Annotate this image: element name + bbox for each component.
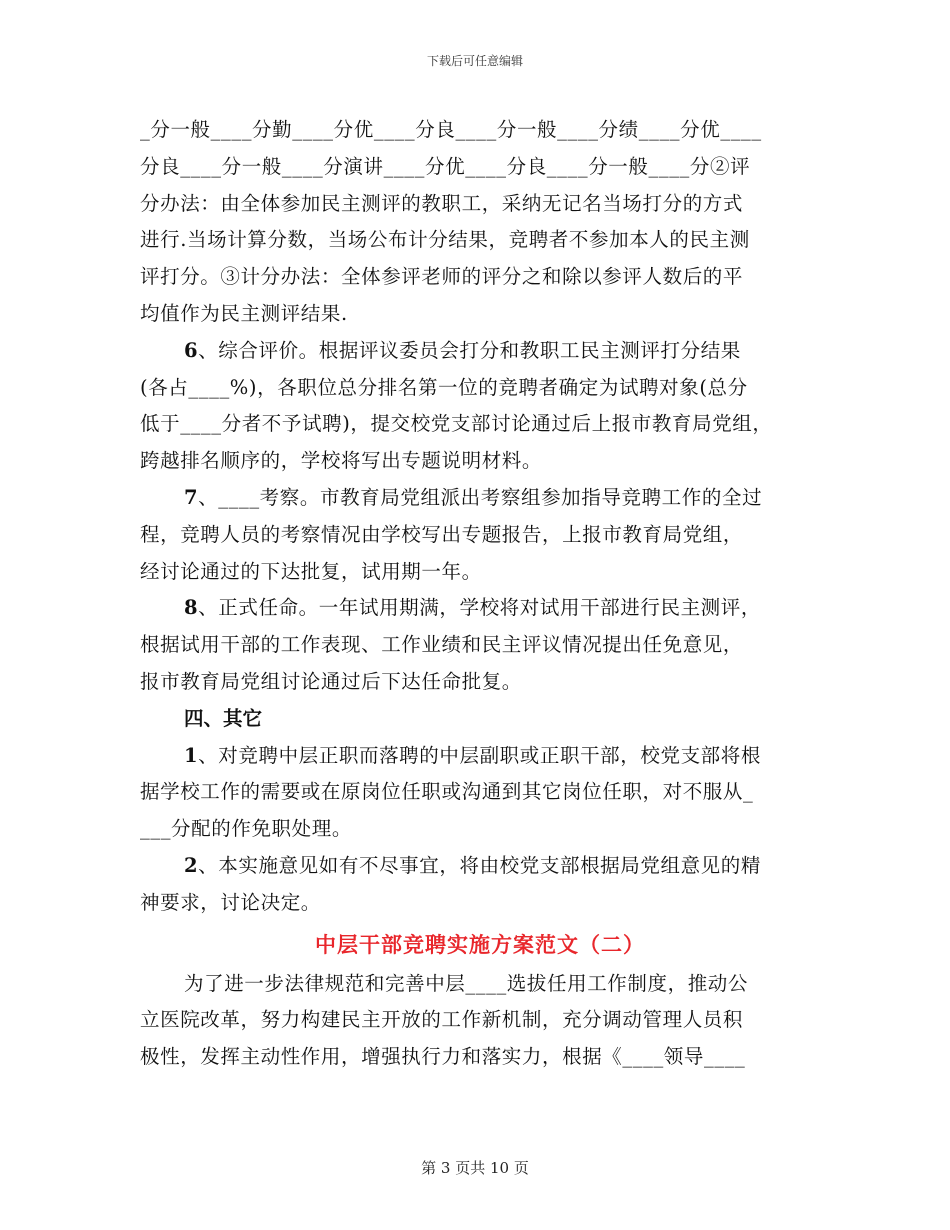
text-line: 神要求，讨论决定。 <box>140 890 321 914</box>
text-line: 低于____分者不予试聘)，提交校党支部讨论通过后上报市教育局党组， <box>140 412 773 436</box>
text-line: 评打分。③计分办法：全体参评老师的评分之和除以参评人数后的平 <box>140 265 744 289</box>
text-line: 经讨论通过的下达批复，试用期一年。 <box>140 559 482 583</box>
item-number: 6 <box>184 338 199 362</box>
text-line: (各占____%)，各职位总分排名第一位的竞聘者确定为试聘对象(总分 <box>140 375 748 399</box>
item-text: 、____考察。市教育局党组派出考察组参加指导竞聘工作的全过 <box>198 485 763 509</box>
text-line: 根据试用干部的工作表现、工作业绩和民主评议情况提出任免意见， <box>140 633 744 657</box>
text-line: 均值作为民主测评结果. <box>140 301 348 325</box>
page-footer-number: 第 3 页共 10 页 <box>421 1159 529 1177</box>
document-body <box>140 112 820 1076</box>
page-header-note: 下载后可任意编辑 <box>426 54 523 68</box>
item-text: 、对竞聘中层正职而落聘的中层副职或正职干部，校党支部将根 <box>198 743 761 767</box>
text-line: ___分配的作免职处理。 <box>140 817 352 841</box>
text-line: 分良____分一般____分演讲____分优____分良____分一般____分②评 <box>140 154 751 178</box>
section-heading: 四、其它 <box>184 706 263 730</box>
section4-item-1-first-line <box>140 738 820 775</box>
item-text: 、综合评价。根据评议委员会打分和教职工民主测评打分结果 <box>198 338 741 362</box>
text-line: _分一般____分勤____分优____分良____分一般____分绩____分优____ <box>140 118 762 141</box>
text-line: 极性，发挥主动性作用，增强执行力和落实力，根据《____领导____ <box>140 1045 746 1069</box>
item-6-first-line <box>140 333 820 370</box>
item-text: 、正式任命。一年试用期满，学校将对试用干部进行民主测评， <box>198 596 761 620</box>
item-text: 、本实施意见如有不尽事宜，将由校党支部根据局党组意见的精 <box>198 853 761 877</box>
item-number: 1 <box>184 743 199 767</box>
text-line: 分办法：由全体参加民主测评的教职工，采纳无记名当场打分的方式 <box>140 191 744 215</box>
text-line: 报市教育局党组讨论通过后下达任命批复。 <box>140 669 522 693</box>
item-8-first-line <box>140 590 820 627</box>
section4-item-2-first-line <box>140 848 820 885</box>
text-line: 程，竞聘人员的考察情况由学校写出专题报告，上报市教育局党组， <box>140 522 744 546</box>
text-line: 立医院改革，努力构建民主开放的工作新机制，充分调动管理人员积 <box>140 1008 744 1032</box>
item-number: 7 <box>184 485 199 509</box>
item-number: 2 <box>184 853 199 877</box>
text-line: 跨越排名顺序的，学校将写出专题说明材料。 <box>140 449 543 473</box>
text-line: 据学校工作的需要或在原岗位任职或沟通到其它岗位任职，对不服从_ <box>140 780 754 804</box>
part-two-title: 中层干部竞聘实施方案范文（二） <box>315 931 645 957</box>
item-7-first-line <box>140 480 820 517</box>
item-number: 8 <box>184 596 199 620</box>
part-two-first-line: 为了进一步法律规范和完善中层____选拔任用工作制度，推动公 <box>184 971 749 995</box>
text-line: 进行.当场计算分数，当场公布计分结果，竞聘者不参加本人的民主测 <box>140 228 750 252</box>
